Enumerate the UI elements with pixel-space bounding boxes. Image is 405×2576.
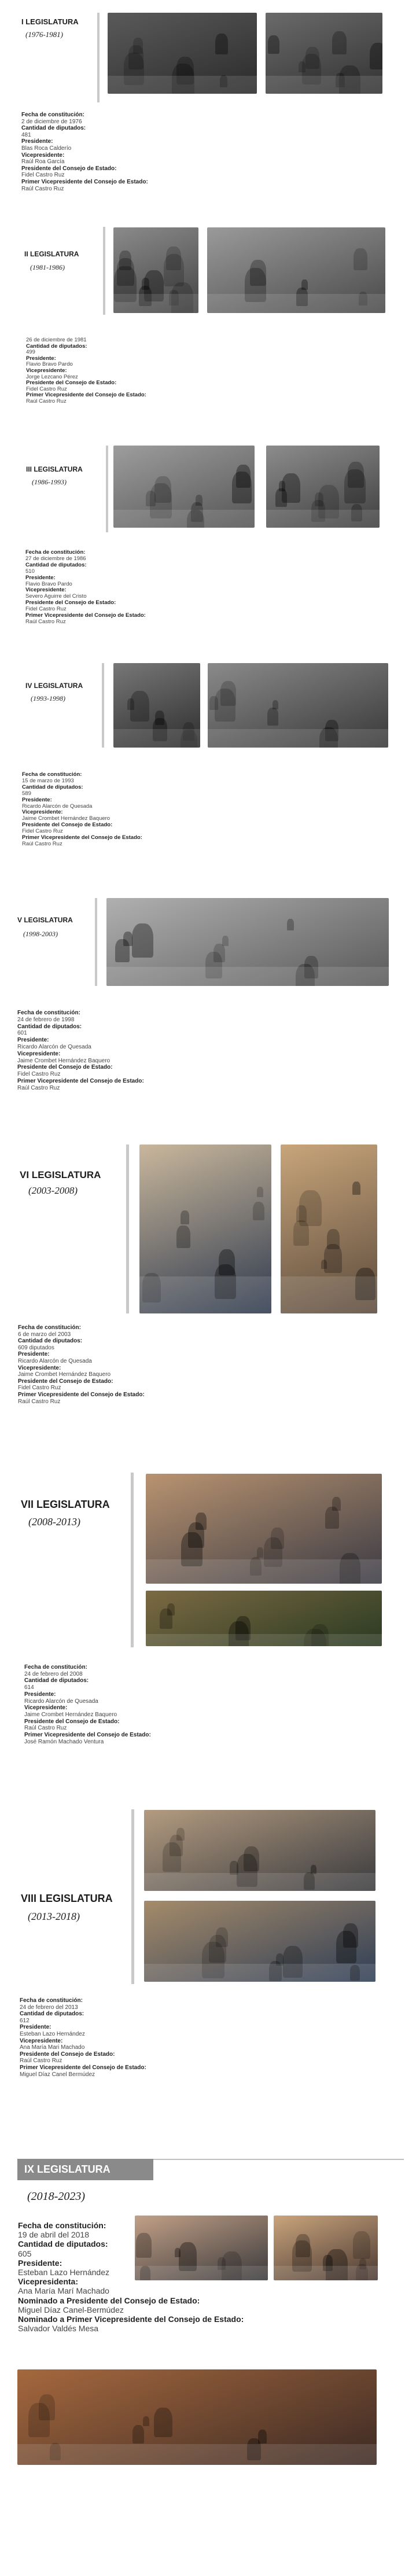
legislatura-1-divider-bar (97, 13, 100, 102)
photo-figure (164, 254, 184, 286)
legislatura-1-fact-label: Presidente: (21, 138, 53, 145)
legislatura-1-fact-value: Raúl Castro Ruz (21, 185, 64, 192)
photo-desk-band (146, 1634, 382, 1646)
legislatura-1-fact-value: Raúl Roa García (21, 159, 65, 165)
legislatura-9-fact-label: Fecha de constitución: (18, 2221, 106, 2230)
legislatura-2-info (26, 337, 146, 405)
legislatura-8-fact-label: Presidente del Consejo de Estado: (20, 2051, 115, 2058)
legislatura-9-fact-label: Nominado a Primer Vicepresidente del Consejo de Estado: (18, 2314, 244, 2324)
legislatura-7-info (24, 1664, 151, 1745)
legislatura-6-fact-label: Vicepresidente: (18, 1364, 61, 1371)
photo-figure (352, 1182, 360, 1194)
photo-figure (253, 1202, 264, 1220)
photo-figure (146, 491, 156, 506)
legislatura-9-title: IX LEGISLATURA (17, 2159, 153, 2180)
photo-figure (28, 2403, 50, 2437)
legislatura-4-fact-value: Jaime Crombet Hernández Baquero (22, 815, 111, 822)
legislatura-3-fact-value: 510 (25, 568, 35, 575)
legislatura-6-photo-podium-color (281, 1145, 377, 1313)
legislatura-6-fact-label: Primer Vicepresidente del Consejo de Estado: (18, 1391, 145, 1398)
photo-figure (332, 31, 347, 54)
legislatura-5-title: V LEGISLATURA (17, 916, 73, 924)
legislatura-2-fact-value: 499 (26, 349, 35, 356)
legislatura-4-photo-delegates-bw (113, 663, 200, 748)
legislatura-7-fact-value: 614 (24, 1684, 34, 1691)
legislatura-6-fact-value: Raúl Castro Ruz (18, 1398, 61, 1405)
photo-desk-band (106, 967, 389, 986)
legislatura-5-fact-value: 601 (17, 1030, 27, 1037)
legislatura-7-fact-label: Presidente del Consejo de Estado: (24, 1718, 120, 1725)
legislatura-7-fact-value: Jaime Crombet Hernández Baquero (24, 1711, 117, 1718)
legislatura-3-fact-value: Severo Aguirre del Cristo (25, 593, 87, 600)
legislatura-2-divider-bar (103, 227, 105, 315)
legislatura-8-photo-table-color (144, 1810, 375, 1891)
legislatura-2-fact-value: 26 de diciembre de 1981 (26, 337, 87, 343)
photo-figure (215, 34, 228, 54)
legislatura-9-fact-value: Salvador Valdés Mesa (18, 2324, 99, 2334)
legislatura-1-fact-label: Cantidad de diputados: (21, 125, 86, 132)
photo-figure (132, 923, 153, 958)
photo-figure (354, 248, 367, 270)
legislatura-5-fact-value: Jaime Crombet Hernández Baquero (17, 1057, 111, 1064)
photo-figure (275, 488, 287, 507)
legislatura-1-photo-assembly-bw (266, 13, 382, 94)
photo-figure (336, 1931, 356, 1963)
photo-figure (293, 1220, 309, 1245)
legislatura-8-info (20, 1997, 146, 2078)
photo-desk-band (113, 729, 200, 748)
legislatura-2-fact-label: Primer Vicepresidente del Consejo de Estado: (26, 392, 146, 399)
legislatura-8-fact-label: Presidente: (20, 2024, 51, 2031)
legislatura-6-fact-value: 6 de marzo del 2003 (18, 1331, 71, 1338)
legislatura-6-fact-value: Ricardo Alarcón de Quesada (18, 1357, 92, 1364)
photo-desk-band (146, 1559, 382, 1584)
legislatura-8-fact-value: 24 de febrero del 2013 (20, 2004, 78, 2011)
photo-figure (181, 1210, 189, 1224)
legislatura-5-fact-value: Raúl Castro Ruz (17, 1084, 60, 1091)
legislatura-3-fact-value: 27 de diciembre de 1986 (25, 555, 86, 562)
legislatura-1-fact-label: Fecha de constitución: (21, 112, 84, 118)
legislatura-1-photo-parliament-bw (108, 13, 257, 94)
photo-figure (267, 708, 278, 725)
photo-desk-band (281, 1276, 377, 1313)
legislatura-9-divider (153, 2159, 404, 2160)
photo-desk-band (113, 294, 198, 313)
legislatura-4-fact-label: Primer Vicepresidente del Consejo de Estado: (22, 834, 142, 841)
photo-figure (222, 936, 229, 946)
photo-figure (370, 43, 382, 69)
photo-desk-band (113, 510, 255, 528)
legislatura-9-fact-label: Nominado a Presidente del Consejo de Estado: (18, 2295, 200, 2305)
photo-figure (154, 2408, 172, 2437)
legislatura-3-fact-label: Primer Vicepresidente del Consejo de Estado: (25, 612, 146, 619)
photo-figure (321, 1260, 327, 1269)
legislatura-7-title: VII LEGISLATURA (21, 1499, 110, 1510)
legislatura-7-fact-value: Raúl Castro Ruz (24, 1725, 67, 1732)
legislatura-6-fact-value: 609 diputados (18, 1344, 54, 1351)
legislatura-8-period: (2013-2018) (28, 1911, 80, 1922)
photo-desk-band (17, 2444, 377, 2465)
photo-figure (299, 61, 305, 72)
legislatura-9-photo-speech-color (274, 2216, 378, 2280)
legislatura-1-fact-value: Blas Roca Calderío (21, 145, 72, 152)
legislatura-2-title: II LEGISLATURA (24, 250, 79, 258)
legislatura-6-fact-value: Jaime Crombet Hernández Baquero (18, 1371, 111, 1378)
legislatura-5-fact-label: Fecha de constitución: (17, 1010, 80, 1016)
legislatura-9-fact-label: Presidente: (18, 2258, 62, 2268)
legislatura-1-fact-label: Vicepresidente: (21, 152, 65, 159)
legislatura-5-fact-label: Presidente: (17, 1037, 49, 1044)
photo-desk-band (274, 2266, 378, 2280)
photo-figure (132, 2425, 144, 2443)
legislatura-2-fact-label: Presidente: (26, 355, 56, 362)
legislatura-9-fact-value: Esteban Lazo Hernández (18, 2268, 109, 2277)
legislatura-7-photo-chamber-color (146, 1591, 382, 1646)
legislatura-6-info (18, 1324, 145, 1405)
legislatura-4-fact-label: Presidente: (22, 796, 52, 803)
legislatura-9-info (18, 2221, 244, 2333)
legislatura-3-fact-label: Presidente del Consejo de Estado: (25, 599, 116, 606)
legislatura-4-fact-label: Vicepresidente: (22, 809, 63, 816)
photo-figure (257, 1187, 263, 1197)
legislatura-4-fact-value: Ricardo Alarcón de Quesada (22, 803, 93, 809)
legislatura-3-photo-leader-bw (266, 446, 380, 528)
legislatura-4-fact-value: 15 de marzo de 1993 (22, 777, 74, 784)
legislatura-8-fact-value: Esteban Lazo Hernández (20, 2030, 85, 2037)
photo-figure (127, 698, 134, 709)
legislatura-8-fact-value: Miguel Díaz Canel Bermúdez (20, 2071, 95, 2078)
legislatura-3-fact-label: Vicepresidente: (25, 587, 67, 594)
legislatura-7-photo-presidium-color (146, 1474, 382, 1584)
legislatura-6-fact-label: Fecha de constitución: (18, 1324, 81, 1331)
legislatura-4-period: (1993-1998) (31, 694, 65, 702)
legislatura-5-divider-bar (95, 898, 97, 986)
legislatura-5-photo-plenary-bw (106, 898, 389, 986)
legislatura-7-period: (2008-2013) (28, 1516, 80, 1528)
legislatura-7-divider-bar (131, 1473, 134, 1647)
legislatura-7-fact-value: 24 de febrero del 2008 (24, 1670, 83, 1677)
legislatura-5-fact-value: 24 de febrero de 1998 (17, 1016, 75, 1023)
legislatura-5-fact-label: Primer Vicepresidente del Consejo de Estado: (17, 1077, 144, 1084)
legislatura-4-divider-bar (102, 663, 104, 748)
legislatura-6-photo-embrace-color (139, 1145, 271, 1313)
legislatura-2-fact-value: Fidel Castro Ruz (26, 385, 67, 392)
legislatura-8-title: VIII LEGISLATURA (21, 1893, 113, 1904)
photo-desk-band (207, 294, 385, 313)
legislatura-3-fact-value: Raúl Castro Ruz (25, 618, 66, 625)
photo-figure (325, 1507, 339, 1529)
legislatura-8-fact-label: Fecha de constitución: (20, 1997, 83, 2004)
legislatura-8-divider-bar (131, 1809, 134, 1984)
photo-figure (344, 469, 366, 503)
photo-figure (353, 2231, 370, 2259)
legislatura-6-divider-bar (126, 1145, 129, 1313)
legislatura-2-photo-hall-bw (207, 227, 385, 313)
legislatura-5-fact-label: Presidente del Consejo de Estado: (17, 1064, 113, 1071)
legislatura-2-fact-label: Vicepresidente: (26, 367, 67, 374)
legislatura-5-fact-label: Cantidad de diputados: (17, 1023, 82, 1030)
legislatura-7-fact-label: Fecha de constitución: (24, 1664, 87, 1670)
legislatura-9-fact-value: Ana María Marí Machado (18, 2286, 109, 2296)
legislatura-3-divider-bar (106, 446, 108, 532)
photo-figure (287, 919, 294, 930)
photo-figure (324, 1244, 342, 1273)
legislatura-4-fact-label: Presidente del Consejo de Estado: (22, 822, 113, 829)
legislatura-3-photo-handshake-bw (113, 446, 255, 528)
legislatura-2-fact-value: Flavio Bravo Pardo (26, 361, 73, 368)
legislatura-7-fact-label: Vicepresidente: (24, 1705, 68, 1712)
legislatura-2-photo-session-bw (113, 227, 198, 313)
legislatura-1-title: I LEGISLATURA (21, 17, 79, 26)
photo-figure (163, 1842, 181, 1872)
legislatura-2-period: (1981-1986) (30, 263, 65, 271)
photo-figure (160, 1609, 172, 1629)
legislatura-6-fact-value: Fidel Castro Ruz (18, 1385, 61, 1392)
legislatura-3-title: III LEGISLATURA (26, 465, 83, 473)
photo-figure (296, 1205, 307, 1222)
photo-figure (209, 696, 218, 710)
legislatura-3-fact-label: Presidente: (25, 574, 56, 581)
legislatura-4-fact-label: Fecha de constitución: (22, 771, 82, 778)
legislatura-9-fact-value: 19 de abril del 2018 (18, 2230, 89, 2240)
legislatura-2-fact-value: Jorge Lezcano Pérez (26, 373, 78, 380)
legislatura-3-fact-value: Flavio Bravo Pardo (25, 580, 72, 587)
photo-figure (115, 939, 130, 962)
legislatura-4-fact-value: Raúl Castro Ruz (22, 840, 62, 847)
legislatura-9-period: (2018-2023) (27, 2190, 85, 2203)
photo-figure (232, 472, 252, 503)
legislatura-2-fact-value: Raúl Castro Ruz (26, 398, 67, 404)
legislatura-1-info (21, 112, 148, 192)
legislatura-8-fact-value: Ana María Mari Machado (20, 2044, 85, 2051)
photo-desk-band (266, 510, 380, 528)
photo-figure (257, 1547, 263, 1558)
legislatura-6-fact-label: Presidente del Consejo de Estado: (18, 1378, 113, 1385)
legislatura-7-fact-value: Ricardo Alarcón de Quesada (24, 1698, 98, 1705)
legislatura-7-fact-label: Cantidad de diputados: (24, 1677, 89, 1684)
legislatura-3-fact-label: Fecha de constitución: (25, 549, 86, 555)
legislatura-4-fact-label: Cantidad de diputados: (22, 783, 83, 790)
legislatura-7-fact-label: Presidente: (24, 1691, 56, 1698)
legislatura-5-fact-value: Fidel Castro Ruz (17, 1071, 61, 1078)
legislatura-2-fact-label: Presidente del Consejo de Estado: (26, 380, 117, 387)
legislatura-6-period: (2003-2008) (28, 1185, 78, 1196)
legislatura-5-period: (1998-2003) (23, 930, 58, 938)
legislatura-6-title: VI LEGISLATURA (20, 1169, 101, 1180)
legislatura-1-fact-label: Primer Vicepresidente del Consejo de Estado: (21, 178, 148, 185)
legislatura-1-fact-value: Fidel Castro Ruz (21, 172, 65, 179)
legislatura-5-fact-value: Ricardo Alarcón de Quesada (17, 1043, 91, 1050)
legislatura-1-fact-label: Presidente del Consejo de Estado: (21, 165, 117, 172)
photo-desk-band (266, 76, 382, 94)
legislatura-4-fact-value: Fidel Castro Ruz (22, 828, 63, 835)
legislatura-6-fact-label: Presidente: (18, 1351, 50, 1358)
legislatura-5-fact-label: Vicepresidente: (17, 1050, 61, 1057)
legislatura-7-fact-value: José Ramón Machado Ventura (24, 1738, 104, 1745)
legislatura-4-title: IV LEGISLATURA (25, 682, 83, 690)
legislatura-9-fact-value: 605 (18, 2249, 32, 2258)
photo-figure (143, 2416, 149, 2427)
legislatura-1-fact-value: 2 de diciembre de 1976 (21, 118, 82, 125)
photo-desk-band (208, 729, 388, 748)
legislatura-8-fact-label: Primer Vicepresidente del Consejo de Estado: (20, 2064, 146, 2071)
photo-desk-band (108, 76, 257, 94)
legislatura-9-photo-deputies-color (17, 2369, 377, 2465)
legislatura-3-period: (1986-1993) (32, 478, 67, 486)
legislatura-7-fact-label: Primer Vicepresidente del Consejo de Estado: (24, 1732, 151, 1739)
legislatura-9-fact-label: Cantidad de diputados: (18, 2239, 108, 2249)
photo-desk-band (139, 1276, 271, 1313)
legislatura-8-fact-label: Vicepresidente: (20, 2037, 63, 2044)
legislatura-4-info (22, 772, 142, 848)
photo-figure (268, 35, 279, 54)
legislatura-3-fact-label: Cantidad de diputados: (25, 561, 87, 568)
legislatura-3-info (25, 550, 146, 625)
legislatura-5-info (17, 1010, 144, 1092)
legislatura-8-fact-label: Cantidad de diputados: (20, 2011, 84, 2018)
legislatura-4-photo-leaders-bw (208, 663, 388, 748)
legislatura-6-fact-label: Cantidad de diputados: (18, 1338, 83, 1345)
legislatura-1-period: (1976-1981) (25, 30, 63, 39)
legislatura-8-fact-value: 612 (20, 2017, 30, 2024)
photo-figure (176, 1226, 190, 1247)
legislatura-3-fact-value: Fidel Castro Ruz (25, 606, 67, 613)
legislatura-9-fact-label: Vicepresidenta: (18, 2277, 79, 2287)
photo-desk-band (144, 1873, 375, 1891)
legislatura-4-fact-value: 589 (22, 790, 31, 797)
legislatura-1-fact-value: 481 (21, 131, 31, 138)
legislatura-2-fact-label: Cantidad de diputados: (26, 343, 87, 349)
legislatura-8-photo-officials-color (144, 1901, 375, 1982)
legislatura-8-fact-value: Raúl Castro Ruz (20, 2058, 62, 2065)
legislatura-9-fact-value: Miguel Díaz Canel-Bermúdez (18, 2305, 124, 2314)
photo-desk-band (144, 1964, 375, 1982)
